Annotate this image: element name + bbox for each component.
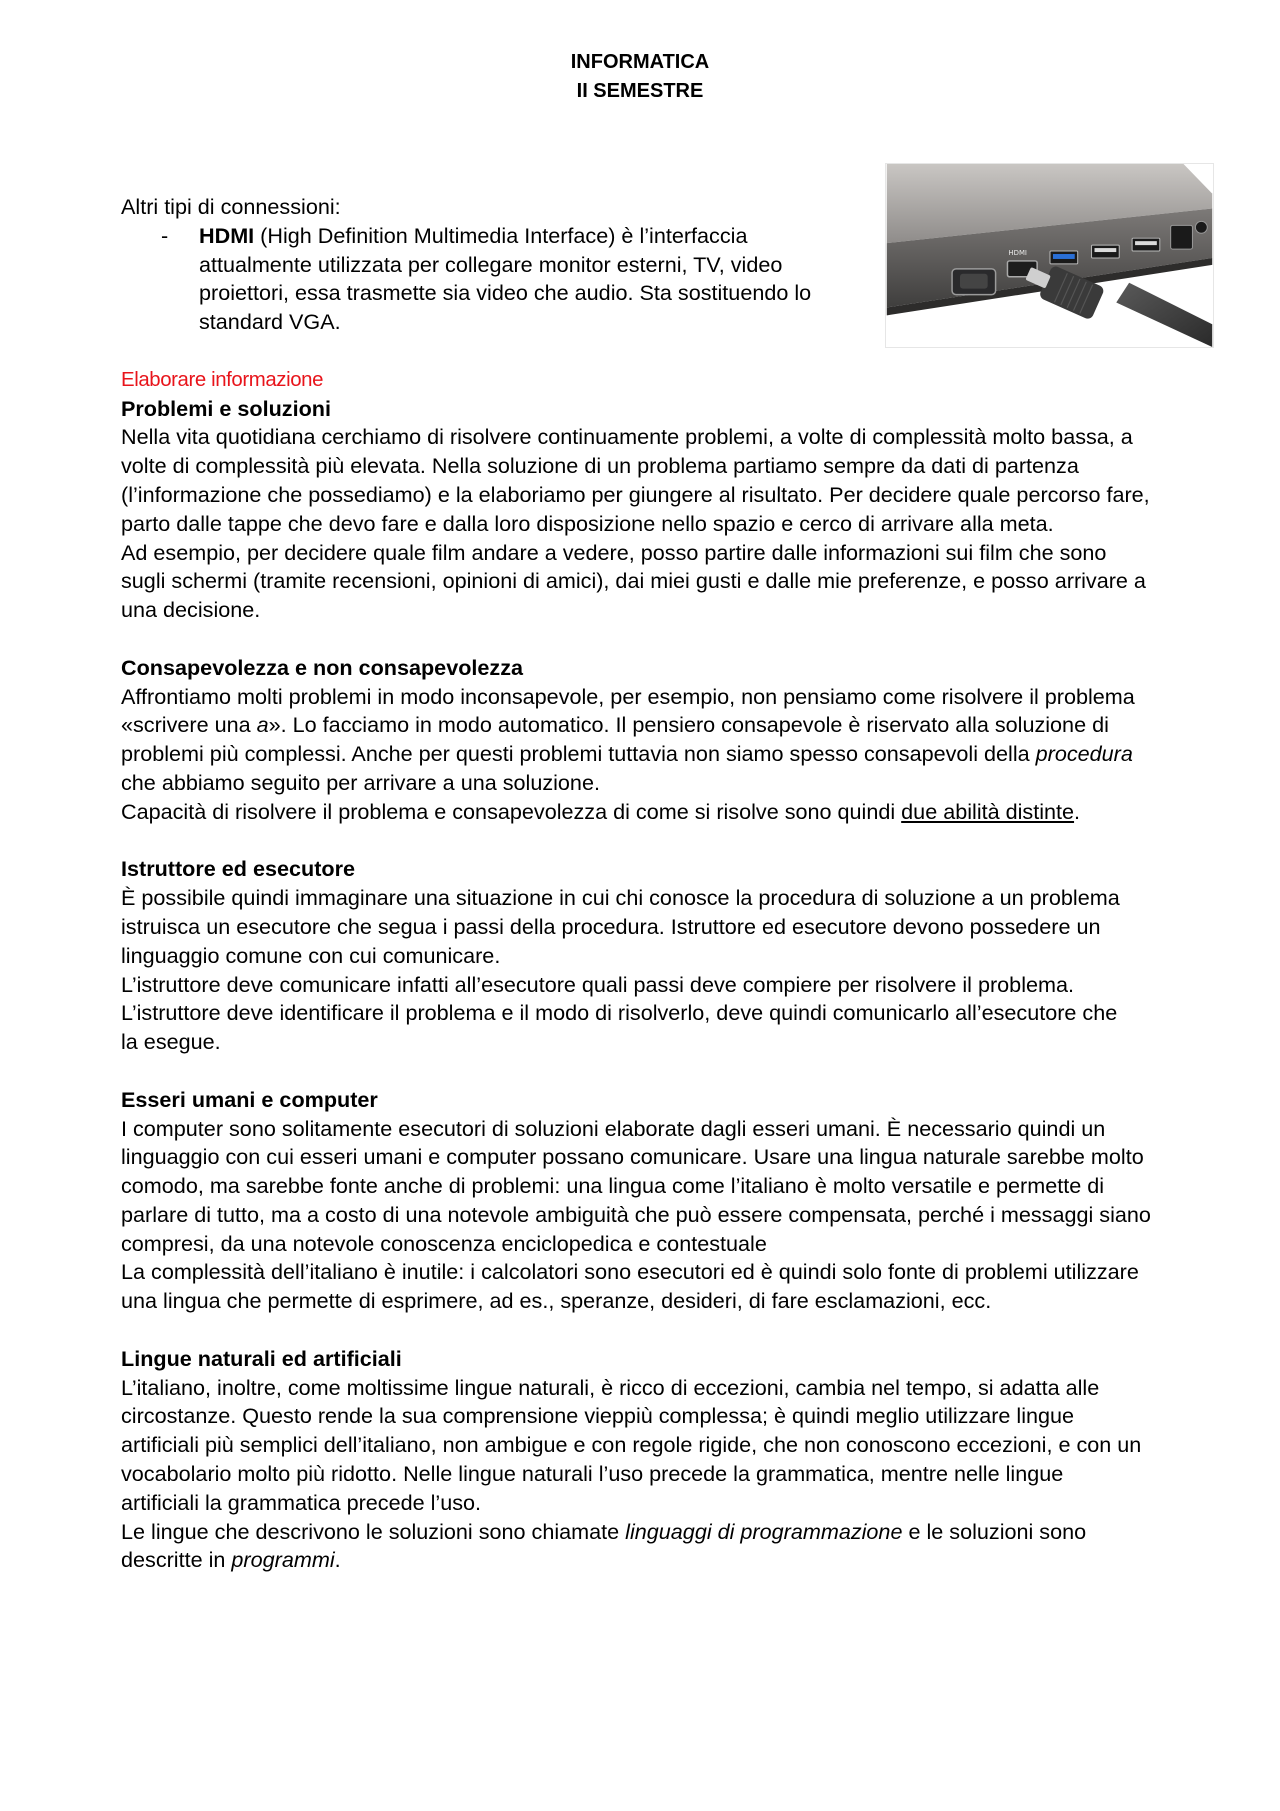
paragraph-line: comodo, ma sarebbe fonte anche di problemi: una lingua come l’italiano è molto versatile e permette di [121,1173,1105,1199]
paragraph-line: la esegue. [121,1029,221,1055]
bullet-marker: - [161,222,169,248]
paragraph-line: una lingua che permette di esprimere, ad es., speranze, desideri, di fare esclamazioni, ecc. [121,1288,992,1314]
section-heading: Lingue naturali ed artificiali [121,1345,402,1371]
paragraph-line: che abbiamo seguito per arrivare a una soluzione. [121,769,600,795]
hdmi-description: HDMI (High Definition Multimedia Interface) è l’interfaccia attualmente utilizzata per collegare monitor esterni, TV, video proiettori, essa trasmette sia video che audio. Sta sostituendo lo standard VGA. [199,222,812,335]
paragraph-line: descritte in programmi. [121,1547,341,1573]
section-label: Elaborare informazione [121,368,324,391]
paragraph-line: Nella vita quotidiana cerchiamo di risolvere continuamente problemi, a volte di complessità molto bassa, a [121,424,1133,450]
section-heading: Istruttore ed esecutore [121,856,355,882]
paragraph-line: linguaggio comune con cui comunicare. [121,942,501,968]
section-heading: Consapevolezza e non consapevolezza [121,654,524,680]
hdmi-term: HDMI [199,222,255,248]
paragraph-line: (l’informazione che possediamo) e la elaboriamo per giungere al risultato. Per decidere quale percorso fare, [121,481,1150,507]
hdmi-port-label: HDMI [1008,249,1027,258]
paragraph-line: L’istruttore deve comunicare infatti all’esecutore quali passi deve compiere per risolvere il problema. [121,971,1074,997]
paragraph-line: istruisca un esecutore che segua i passi della procedura. Istruttore ed esecutore devono possedere un [121,913,1101,939]
paragraph-line: parto dalle tappe che devo fare e dalla loro disposizione nello spazio e cerco di arrivare alla meta. [121,510,1054,536]
paragraph-line: L’italiano, inoltre, come moltissime lingue naturali, è ricco di eccezioni, cambia nel tempo, si adatta alle [121,1374,1100,1400]
paragraph-line: Affrontiamo molti problemi in modo inconsapevole, per esempio, non pensiamo come risolvere il problema [121,683,1135,709]
list-item-hdmi [121,222,1171,337]
section-heading: Problemi e soluzioni [121,395,331,421]
paragraph-line: vocabolario molto più ridotto. Nelle lingue naturali l’uso precede la grammatica, mentre nelle lingue [121,1461,1064,1487]
paragraph-line: «scrivere una a». Lo facciamo in modo automatico. Il pensiero consapevole è riservato alla soluzione di [121,712,1109,738]
underlined-phrase: due abilità distinte [901,798,1075,824]
paragraph-line: problemi più complessi. Anche per questi problemi tuttavia non siamo spesso consapevoli della procedura [121,741,1133,767]
paragraph-line: La complessità dell’italiano è inutile: i calcolatori sono esecutori ed è quindi solo fonte di problemi utilizzare [121,1259,1139,1285]
paragraph-line: Ad esempio, per decidere quale film andare a vedere, posso partire dalle informazioni sui film che sono [121,539,1107,565]
paragraph-line: L’istruttore deve identificare il problema e il modo di risolverlo, deve quindi comunicarlo all’esecutore che [121,1000,1118,1026]
paragraph-line: circostanze. Questo rende la sua comprensione vieppiù complessa; è quindi meglio utilizzare lingue [121,1403,1075,1429]
section-heading: Esseri umani e computer [121,1086,378,1112]
paragraph-line: volte di complessità più elevata. Nella soluzione di un problema partiamo sempre da dati di partenza [121,453,1079,479]
document-subtitle: II SEMESTRE [576,80,704,102]
paragraph-line: È possibile quindi immaginare una situazione in cui chi conosce la procedura di soluzione a un problema [121,885,1120,911]
paragraph-line: parlare di tutto, ma a costo di una notevole ambiguità che può essere compensata, perché i messaggi siano [121,1201,1151,1227]
paragraph-line: artificiali la grammatica precede l’uso. [121,1489,482,1515]
paragraph-line: linguaggio con cui esseri umani e computer possano comunicare. Usare una lingua naturale sarebbe molto [121,1144,1144,1170]
paragraph-line: sugli schermi (tramite recensioni, opinioni di amici), dai miei gusti e dalle mie preferenze, e posso arrivare a [121,568,1146,594]
paragraph-line: una decisione. [121,597,261,623]
document-body [121,193,1171,1575]
paragraph-line: Capacità di risolvere il problema e consapevolezza di come si risolve sono quindi due abilità distinte. [121,798,1081,824]
paragraph-line: artificiali più semplici dell’italiano, non ambigue e con regole rigide, che non conoscono eccezioni, e con un [121,1432,1142,1458]
document-title: INFORMATICA [570,51,710,73]
paragraph-line: I computer sono solitamente esecutori di soluzioni elaborate dagli esseri umani. È necessario quindi un [121,1115,1106,1141]
paragraph-line: Le lingue che descrivono le soluzioni sono chiamate linguaggi di programmazione e le soluzioni sono [121,1518,1087,1544]
intro-lead: Altri tipi di connessioni: [121,194,341,219]
paragraph-line: compresi, da una notevole conoscenza enciclopedica e contestuale [121,1230,767,1256]
